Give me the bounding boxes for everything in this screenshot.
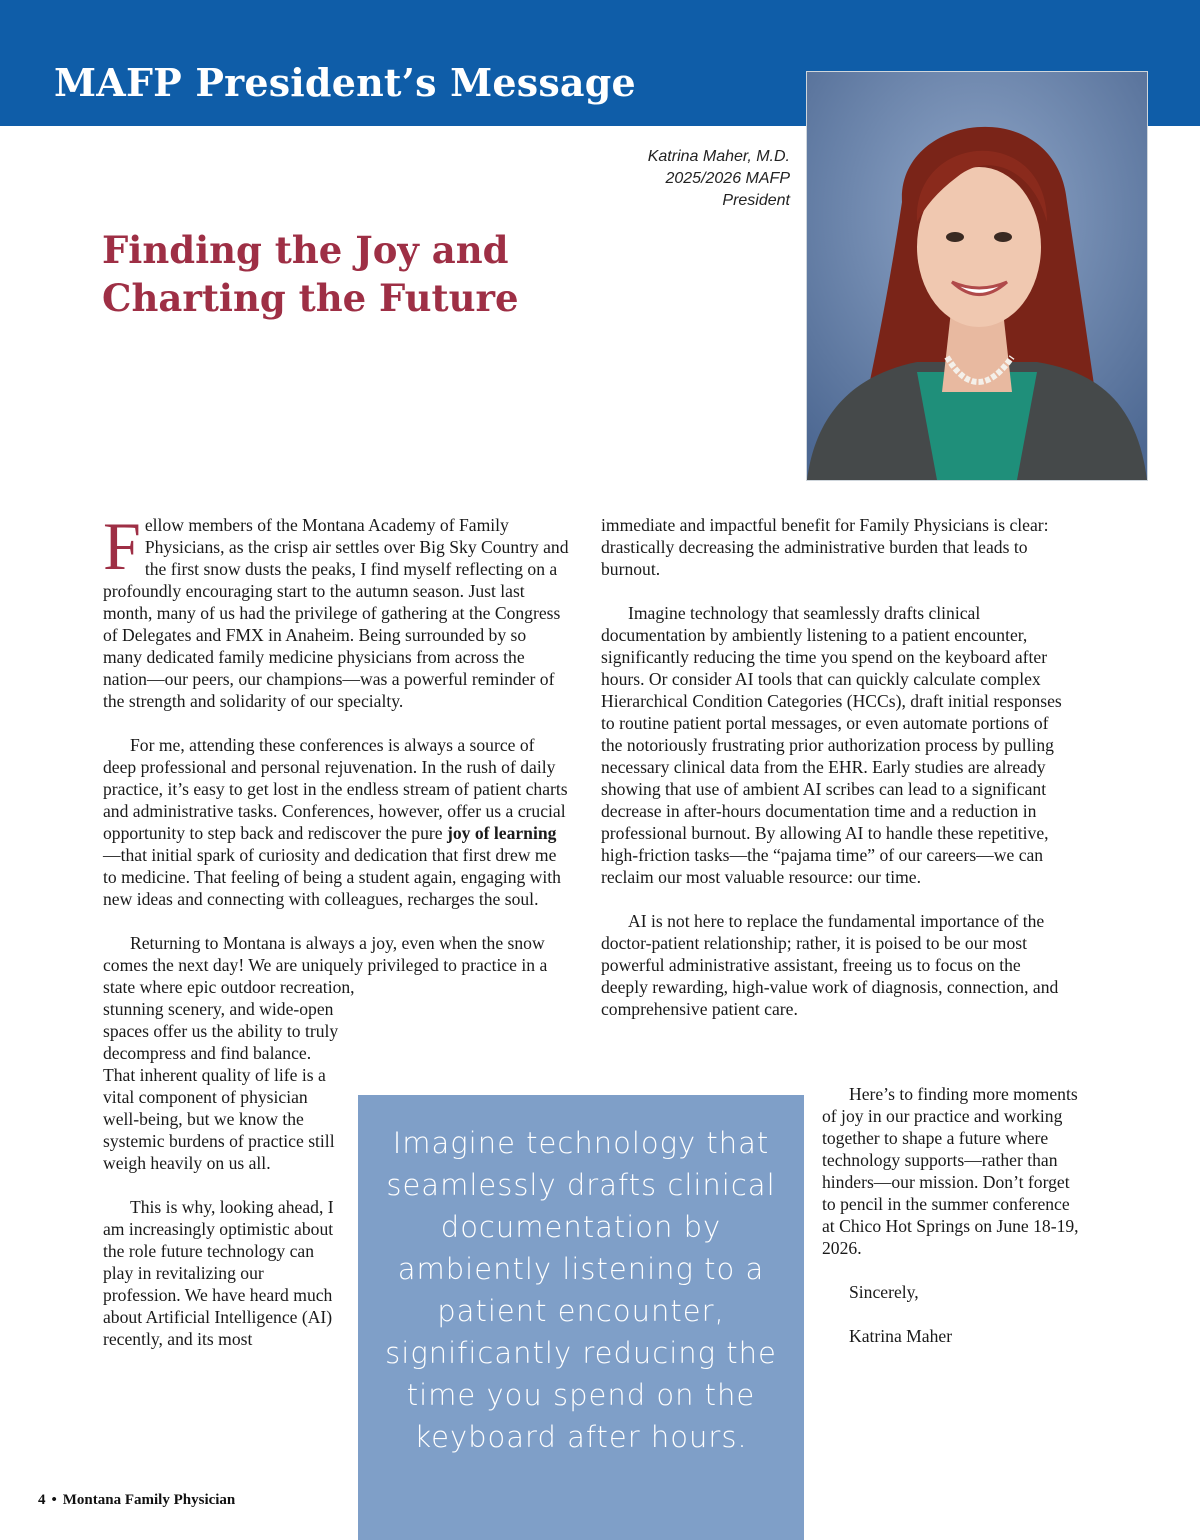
caption-name: Katrina Maher, M.D. (647, 148, 790, 165)
headline-line-1: Finding the Joy and (102, 228, 509, 272)
paragraph: This is why, looking ahead, I am increasingly optimistic about the role future technology can play in revitalizing our profession. We have heard much about Artificial Intelligence (AI) recently, and its most (103, 1197, 334, 1349)
headline-line-2: Charting the Future (102, 276, 519, 320)
caption-term: 2025/2026 MAFP (665, 170, 790, 187)
paragraph: stunning scenery, and wide-open spaces offer us the ability to truly decompress and find balance. That inherent quality of life is a vital component of physician well-being, but we know the systemic burdens of practice still weigh heavily on us all. (103, 999, 339, 1173)
paragraph: Returning to Montana is always a joy, even when the snow comes the next day! We are uniquely privileged to practice in a state where epic outdoor recreation, (103, 933, 548, 997)
paragraph: Here’s to finding more moments of joy in our practice and working together to shape a future where technology supports—rather than hinders—our mission. Don’t forget to pencil in the summer conference at Chico Hot Springs on June 18-19, 2026. (822, 1084, 1079, 1258)
publication-name: Montana Family Physician (62, 1492, 236, 1508)
article-column-3 (822, 1083, 1082, 1369)
paragraph (103, 734, 569, 910)
paragraph (103, 508, 569, 712)
sign-off: Sincerely, (849, 1282, 919, 1302)
president-portrait-photo (806, 71, 1148, 481)
footer-separator: • (51, 1492, 57, 1508)
paragraph-text: ellow members of the Montana Academy of Family Physicians, as the crisp air settles over Big Sky Country and the first snow dusts the peaks, I find myself reflecting on a profoundly encouraging start to the autumn season. Just last month, many of us had the privilege of gathering at the Congress of Delegates and FMX in Anaheim. Being surrounded by so many dedicated family medicine physicians from across the nation—our peers, our champions—was a powerful reminder of the strength and solidarity of our specialty. (103, 515, 569, 711)
paragraph: AI is not here to replace the fundamental importance of the doctor-patient relationship; rather, it is poised to be our most powerful administrative assistant, freeing us to focus on the deeply rewarding, high-value work of diagnosis, connection, and comprehensive patient care. (601, 911, 1059, 1019)
article-column-2 (601, 514, 1071, 1042)
page-number: 4 (38, 1492, 46, 1508)
paragraph-text: —that initial spark of curiosity and dedication that first drew me to medicine. That feeling of being a student again, engaging with new ideas and connecting with colleagues, recharges the soul. (103, 845, 561, 909)
paragraph: Imagine technology that seamlessly drafts clinical documentation by ambiently listening to a patient encounter, significantly reducing the time you spend on the keyboard after hours. Or consider AI tools that can quickly calculate complex Hierarchical Condition Categories (HCCs), draft initial responses to routine patient portal messages, or even automate portions of the notoriously frustrating prior authorization process by pulling necessary clinical data from the EHR. Early studies are already showing that use of ambient AI scribes can lead to a significant decrease in after-hours documentation time and a reduction in professional burnout. By allowing AI to handle these repetitive, high-friction tasks—the “pajama time” of our careers—we can reclaim our most valuable resource: our time. (601, 603, 1062, 887)
article-headline (102, 226, 702, 322)
emphasis-text: joy of learning (446, 823, 557, 843)
paragraph-text: For me, attending these conferences is always a source of deep professional and personal rejuvenation. In the rush of daily practice, it’s easy to get lost in the endless stream of patient charts and administrative tasks. Conferences, however, offer us a crucial opportunity to step back and rediscover the pure (103, 735, 568, 843)
pull-quote-text: Imagine technology that seamlessly drafts clinical documentation by ambiently listening to a patient encounter, significantly reducing the time you spend on the keyboard after hours. (385, 1126, 777, 1454)
section-title: MAFP President’s Message (54, 60, 636, 105)
drop-cap: F (103, 508, 141, 584)
signature-name: Katrina Maher (849, 1326, 953, 1346)
paragraph: immediate and impactful benefit for Family Physicians is clear: drastically decreasing the administrative burden that leads to burnout. (601, 515, 1049, 579)
pull-quote-box (358, 1095, 804, 1540)
portrait-photo-icon (807, 72, 1147, 480)
page-footer (38, 1492, 235, 1509)
caption-role: President (722, 192, 790, 209)
photo-caption (560, 146, 790, 212)
